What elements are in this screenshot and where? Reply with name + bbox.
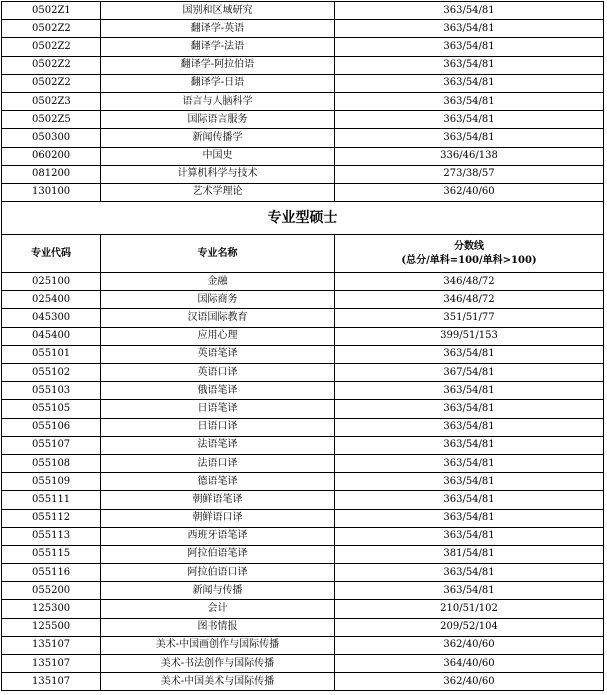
section-title: 专业型硕士 (2, 202, 604, 235)
header-row (2, 235, 604, 273)
code-cell: 045300 (2, 309, 101, 327)
name-cell: 金融 (101, 273, 335, 291)
table-row (2, 673, 604, 691)
table-row (2, 527, 604, 545)
table-row (2, 345, 604, 363)
name-cell: 新闻与传播 (101, 582, 335, 600)
table-row (2, 129, 604, 147)
code-cell: 0502Z2 (2, 20, 101, 38)
code-cell: 125300 (2, 600, 101, 618)
name-cell: 阿拉伯语笔译 (101, 545, 335, 563)
name-cell: 汉语国际教育 (101, 309, 335, 327)
name-cell: 德语笔译 (101, 473, 335, 491)
table-row (2, 545, 604, 563)
name-cell: 翻译学-阿拉伯语 (101, 56, 335, 74)
code-cell: 050300 (2, 129, 101, 147)
code-cell: 055109 (2, 473, 101, 491)
name-cell: 美术-书法创作与国际传播 (101, 655, 335, 673)
table-row (2, 56, 604, 74)
score-table (1, 1, 604, 691)
score-cell: 209/52/104 (335, 618, 604, 636)
code-cell: 135107 (2, 655, 101, 673)
name-cell: 翻译学-英语 (101, 20, 335, 38)
code-cell: 055107 (2, 436, 101, 454)
table-row (2, 418, 604, 436)
code-cell: 0502Z2 (2, 38, 101, 56)
code-cell: 125500 (2, 618, 101, 636)
header-code: 专业代码 (2, 235, 101, 273)
header-score-line2: (总分/单科=100/单科>100) (401, 254, 537, 266)
code-cell: 0502Z2 (2, 56, 101, 74)
name-cell: 英语笔译 (101, 345, 335, 363)
table-row (2, 600, 604, 618)
name-cell: 法语笔译 (101, 436, 335, 454)
table-row (2, 509, 604, 527)
score-cell: 362/40/60 (335, 673, 604, 691)
table-row (2, 273, 604, 291)
name-cell: 翻译学-法语 (101, 38, 335, 56)
code-cell: 055116 (2, 564, 101, 582)
code-cell: 055102 (2, 364, 101, 382)
code-cell: 135107 (2, 673, 101, 691)
score-cell: 363/54/81 (335, 509, 604, 527)
name-cell: 日语笔译 (101, 400, 335, 418)
table-row (2, 400, 604, 418)
code-cell: 055113 (2, 527, 101, 545)
score-cell: 399/51/153 (335, 327, 604, 345)
name-cell: 美术-中国画创作与国际传播 (101, 636, 335, 654)
name-cell: 中国史 (101, 147, 335, 165)
name-cell: 美术-中国美术与国际传播 (101, 673, 335, 691)
score-cell: 363/54/81 (335, 20, 604, 38)
score-cell: 363/54/81 (335, 582, 604, 600)
code-cell: 055103 (2, 382, 101, 400)
table-row (2, 636, 604, 654)
score-cell: 363/54/81 (335, 473, 604, 491)
code-cell: 081200 (2, 165, 101, 183)
code-cell: 025100 (2, 273, 101, 291)
table-row (2, 183, 604, 201)
score-cell: 363/54/81 (335, 436, 604, 454)
name-cell: 应用心理 (101, 327, 335, 345)
table-row (2, 20, 604, 38)
table-row (2, 382, 604, 400)
score-cell: 273/38/57 (335, 165, 604, 183)
table-row (2, 38, 604, 56)
professional-section (2, 202, 604, 273)
code-cell: 055108 (2, 454, 101, 472)
header-score (335, 235, 604, 273)
score-cell: 346/48/72 (335, 291, 604, 309)
name-cell: 西班牙语笔译 (101, 527, 335, 545)
score-cell: 363/54/81 (335, 111, 604, 129)
name-cell: 朝鲜语口译 (101, 509, 335, 527)
academic-rows (2, 2, 604, 202)
table-row (2, 491, 604, 509)
code-cell: 025400 (2, 291, 101, 309)
name-cell: 计算机科学与技术 (101, 165, 335, 183)
score-cell: 362/40/60 (335, 183, 604, 201)
code-cell: 055106 (2, 418, 101, 436)
table-row (2, 564, 604, 582)
code-cell: 060200 (2, 147, 101, 165)
professional-rows (2, 273, 604, 691)
score-cell: 363/54/81 (335, 564, 604, 582)
score-cell: 363/54/81 (335, 382, 604, 400)
name-cell: 国别和区域研究 (101, 2, 335, 20)
score-cell: 363/54/81 (335, 418, 604, 436)
name-cell: 国际语言服务 (101, 111, 335, 129)
table-row (2, 165, 604, 183)
name-cell: 翻译学-日语 (101, 74, 335, 92)
table-row (2, 327, 604, 345)
code-cell: 055115 (2, 545, 101, 563)
name-cell: 朝鲜语笔译 (101, 491, 335, 509)
code-cell: 0502Z3 (2, 92, 101, 110)
score-cell: 351/51/77 (335, 309, 604, 327)
header-name: 专业名称 (101, 235, 335, 273)
section-row (2, 202, 604, 235)
code-cell: 055112 (2, 509, 101, 527)
score-cell: 363/54/81 (335, 527, 604, 545)
score-cell: 364/40/60 (335, 655, 604, 673)
table-row (2, 74, 604, 92)
score-cell: 363/54/81 (335, 400, 604, 418)
score-cell: 346/48/72 (335, 273, 604, 291)
table-row (2, 582, 604, 600)
code-cell: 130100 (2, 183, 101, 201)
code-cell: 045400 (2, 327, 101, 345)
score-cell: 363/54/81 (335, 74, 604, 92)
name-cell: 法语口译 (101, 454, 335, 472)
score-cell: 363/54/81 (335, 2, 604, 20)
score-cell: 362/40/60 (335, 636, 604, 654)
code-cell: 0502Z2 (2, 74, 101, 92)
name-cell: 日语口译 (101, 418, 335, 436)
code-cell: 055111 (2, 491, 101, 509)
score-cell: 363/54/81 (335, 345, 604, 363)
score-cell: 363/54/81 (335, 129, 604, 147)
score-cell: 210/51/102 (335, 600, 604, 618)
name-cell: 国际商务 (101, 291, 335, 309)
name-cell: 图书情报 (101, 618, 335, 636)
name-cell: 新闻传播学 (101, 129, 335, 147)
code-cell: 055105 (2, 400, 101, 418)
name-cell: 阿拉伯语口译 (101, 564, 335, 582)
table-row (2, 2, 604, 20)
name-cell: 俄语笔译 (101, 382, 335, 400)
table-row (2, 364, 604, 382)
score-cell: 363/54/81 (335, 38, 604, 56)
code-cell: 055101 (2, 345, 101, 363)
table-row (2, 473, 604, 491)
name-cell: 英语口译 (101, 364, 335, 382)
header-score-line1: 分数线 (454, 240, 484, 252)
name-cell: 语言与人脑科学 (101, 92, 335, 110)
table-row (2, 111, 604, 129)
table-row (2, 92, 604, 110)
code-cell: 0502Z5 (2, 111, 101, 129)
score-cell: 363/54/81 (335, 491, 604, 509)
score-cell: 363/54/81 (335, 56, 604, 74)
score-cell: 336/46/138 (335, 147, 604, 165)
table-row (2, 655, 604, 673)
name-cell: 艺术学理论 (101, 183, 335, 201)
score-cell: 363/54/81 (335, 454, 604, 472)
table-row (2, 454, 604, 472)
table-row (2, 309, 604, 327)
table-row (2, 618, 604, 636)
table-row (2, 147, 604, 165)
code-cell: 055200 (2, 582, 101, 600)
code-cell: 135107 (2, 636, 101, 654)
name-cell: 会计 (101, 600, 335, 618)
table-row (2, 291, 604, 309)
table-row (2, 436, 604, 454)
code-cell: 0502Z1 (2, 2, 101, 20)
score-cell: 363/54/81 (335, 92, 604, 110)
score-cell: 381/54/81 (335, 545, 604, 563)
score-cell: 367/54/81 (335, 364, 604, 382)
